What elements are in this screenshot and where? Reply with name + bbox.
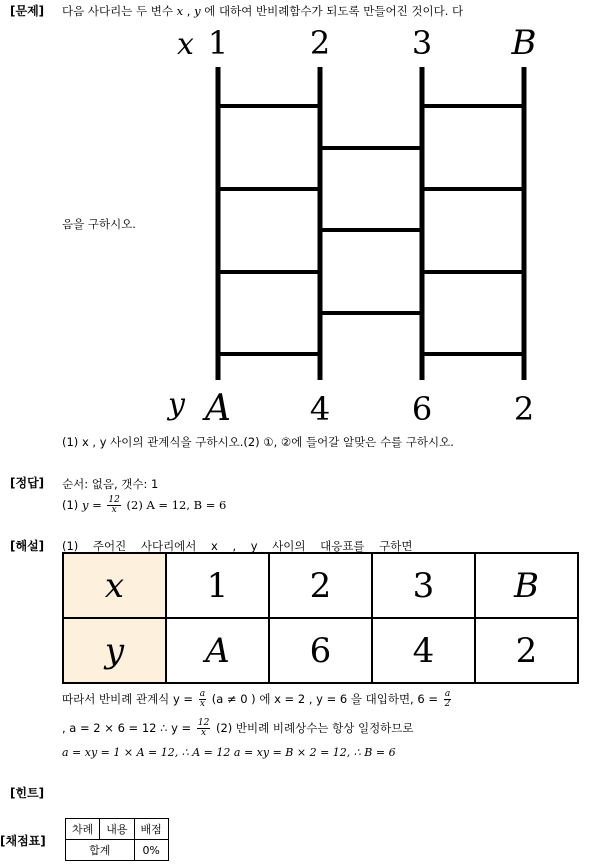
table-cell: 2	[269, 553, 372, 618]
ladder-top-2: 2	[309, 24, 331, 62]
scoring-header: 차례	[66, 819, 100, 840]
table-cell: 1	[166, 553, 269, 618]
table-row	[66, 840, 169, 861]
solution-fraction-1: $\frac{a}{x}$	[199, 689, 206, 709]
ladder-top-1: 1	[207, 24, 229, 62]
ladder-figure	[160, 22, 560, 427]
solution-line2: , a = 2 × 6 = 12 ∴ y = $\frac{12}{x}$ (2) 반비례 비례상수는 항상 일정하므로	[62, 718, 414, 738]
table-cell: y	[63, 618, 166, 683]
answer-line2: (1) y = $\frac{12}{x}$ (2) A = 12, B = 6	[62, 495, 227, 515]
scoring-label: [채점표]	[0, 834, 46, 848]
problem-label: [문제]	[10, 4, 45, 18]
problem-line1: 다음 사다리는 두 변수 x , y 에 대하여 반비례함수가 되도록 만들어진 것이다. 다	[62, 4, 464, 18]
scoring-table	[65, 818, 169, 861]
hint-label: [힌트]	[10, 786, 45, 800]
problem-line3: (1) x , y 사이의 관계식을 구하시오.(2) ①, ②에 들어갈 알맞은 수를 구하시오.	[62, 435, 454, 449]
problem-line2: 음을 구하시오.	[62, 217, 136, 231]
ladder-bottom-4: 2	[513, 390, 535, 427]
scoring-header: 내용	[100, 819, 134, 840]
solution-fraction-3: $\frac{12}{x}$	[197, 718, 210, 738]
table-cell: 6	[269, 618, 372, 683]
ladder-bottom-2: 4	[309, 390, 331, 427]
solution-line1: 따라서 반비례 관계식 y = $\frac{a}{x}$ (a ≠ 0 ) 에 x = 2 , y = 6 을 대입하면, 6 = $\frac{a}{2}$	[62, 689, 451, 709]
ladder-x-label: x	[177, 27, 194, 62]
ladder-bottom-1: A	[205, 388, 231, 427]
solution-intro: (1) 주어진 사다리에서 x , y 사이의 대응표를 구하면	[62, 539, 413, 553]
answer-line1: 순서: 없음, 갯수: 1	[62, 477, 159, 491]
solution-line3: a = xy = 1 × A = 12, ∴ A = 12 a = xy = B × 2 = 12, ∴ B = 6	[62, 746, 396, 759]
table-cell: 4	[372, 618, 475, 683]
table-cell: A	[166, 618, 269, 683]
table-cell: x	[63, 553, 166, 618]
table-row	[66, 819, 169, 840]
ladder-y-label: y	[168, 387, 185, 422]
correspondence-table	[62, 552, 579, 684]
ladder-top-4: B	[511, 23, 537, 63]
table-cell: 3	[372, 553, 475, 618]
table-row	[63, 618, 578, 683]
scoring-total-label: 합계	[66, 840, 135, 861]
solution-label: [해설]	[10, 539, 45, 553]
table-row	[63, 553, 578, 618]
table-cell: 2	[475, 618, 578, 683]
ladder-bottom-3: 6	[411, 390, 433, 427]
ladder-rungs	[218, 106, 524, 354]
solution-fraction-2: $\frac{a}{2}$	[444, 689, 451, 709]
answer-fraction: $\frac{12}{x}$	[108, 495, 120, 515]
ladder-top-3: 3	[411, 24, 433, 62]
scoring-total-value: 0%	[134, 840, 168, 861]
table-cell: B	[475, 553, 578, 618]
scoring-header: 배점	[134, 819, 168, 840]
ladder-rails	[218, 67, 524, 380]
answer-label: [정답]	[10, 476, 45, 490]
